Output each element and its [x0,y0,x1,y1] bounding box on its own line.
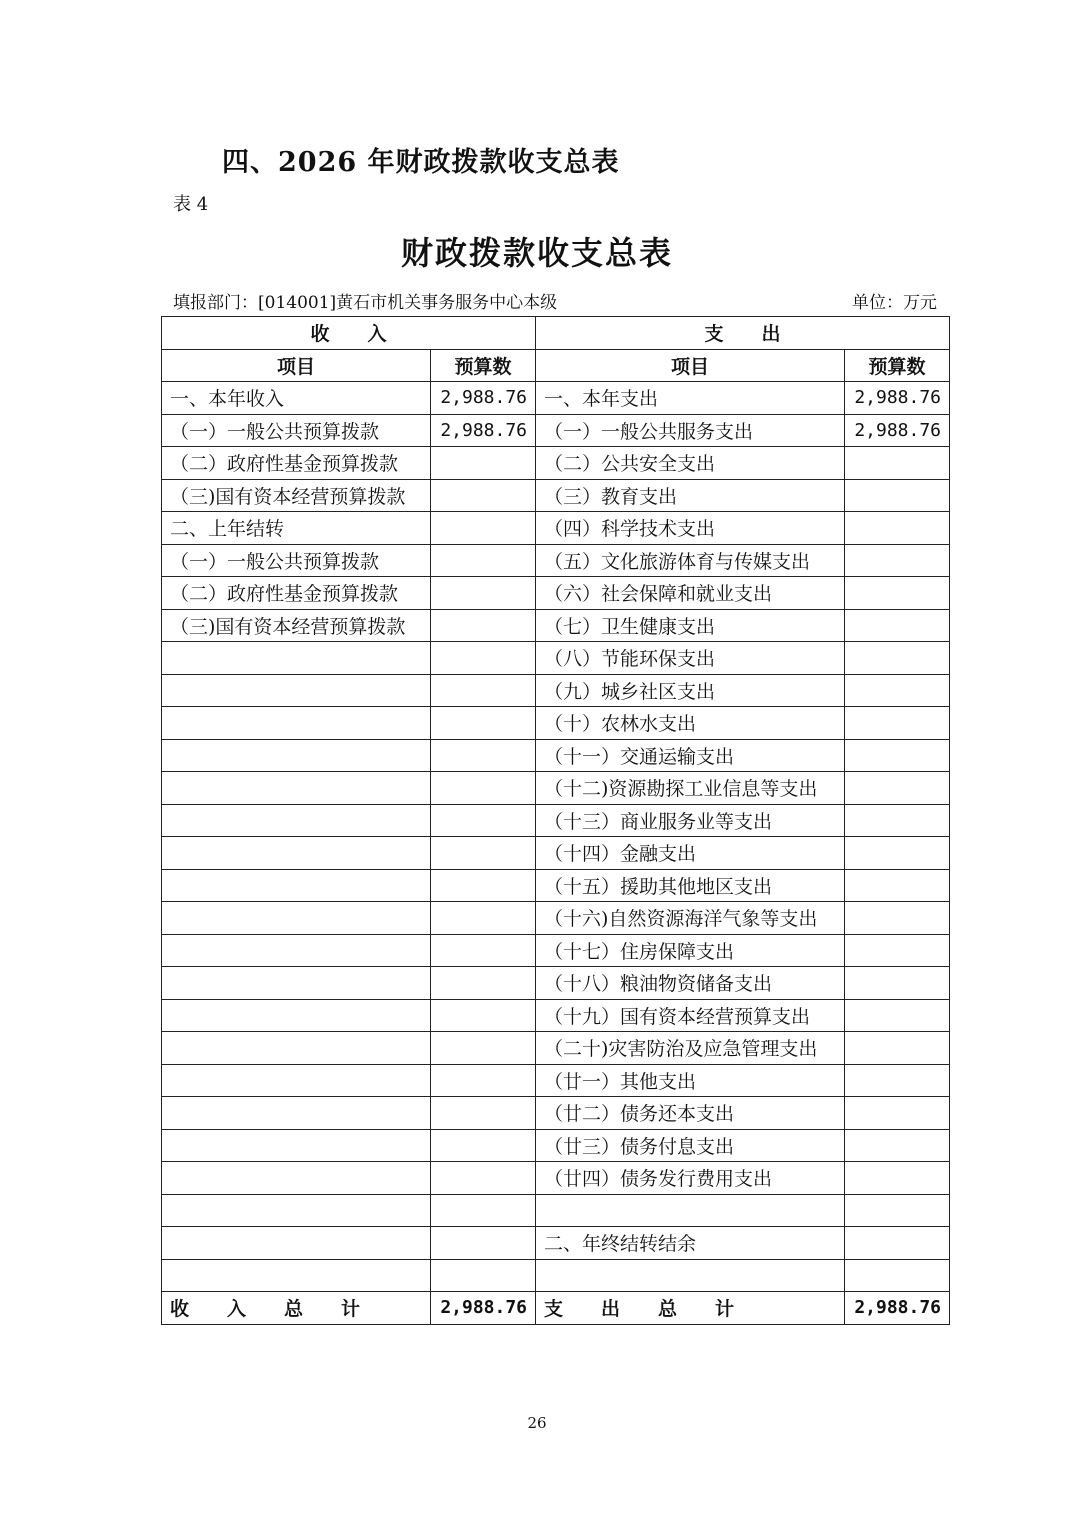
income-budget-cell [431,804,536,837]
expense-total-label: 支 出 总 计 [536,1292,845,1325]
income-budget-cell [431,837,536,870]
expense-budget-cell [845,999,950,1032]
income-budget-cell [431,1032,536,1065]
income-item-cell [162,934,431,967]
income-total-value: 2,988.76 [431,1292,536,1325]
table-row [162,869,950,902]
group-header-row [162,317,950,350]
income-item-cell [162,674,431,707]
table-row [162,1194,950,1227]
income-item-cell [162,804,431,837]
income-budget-cell [431,674,536,707]
income-budget-cell [431,577,536,610]
table-row [162,382,950,415]
table-row [162,1064,950,1097]
table-row [162,609,950,642]
expense-budget-cell [845,609,950,642]
expense-item-cell: （六）社会保障和就业支出 [536,577,845,610]
income-item-cell: （二）政府性基金预算拨款 [162,577,431,610]
expense-budget-cell: 2,988.76 [845,382,950,415]
income-budget-cell [431,967,536,1000]
expense-item-cell [536,1194,845,1227]
income-budget-cell [431,902,536,935]
expense-budget-cell [845,447,950,480]
expense-budget-cell [845,1064,950,1097]
expense-item-cell: （九）城乡社区支出 [536,674,845,707]
income-item-cell [162,707,431,740]
income-budget-cell [431,512,536,545]
income-budget-cell [431,544,536,577]
expense-item-cell: （十四）金融支出 [536,837,845,870]
income-budget-cell [431,1194,536,1227]
expense-item-cell: （四）科学技术支出 [536,512,845,545]
expense-item-cell: （十二)资源勘探工业信息等支出 [536,772,845,805]
column-header-row [162,349,950,382]
table-row [162,674,950,707]
expense-budget-cell [845,577,950,610]
income-budget-cell [431,1259,536,1292]
income-budget-cell [431,447,536,480]
income-item-cell [162,1129,431,1162]
table-body [162,382,950,1292]
income-item-cell [162,1259,431,1292]
income-budget-cell [431,934,536,967]
expense-item-cell: （廿一）其他支出 [536,1064,845,1097]
expense-group-header: 支 出 [536,317,950,350]
income-budget-cell [431,869,536,902]
income-budget-cell [431,707,536,740]
expense-budget-cell [845,674,950,707]
expense-budget-cell [845,772,950,805]
expense-budget-cell [845,739,950,772]
income-item-cell [162,642,431,675]
income-budget-cell [431,739,536,772]
table-row [162,1032,950,1065]
table-row [162,512,950,545]
table-row [162,804,950,837]
income-item-cell [162,967,431,1000]
table-row [162,772,950,805]
expense-budget-cell [845,1129,950,1162]
table-row [162,642,950,675]
section-heading: 四、2026 年财政拨款收支总表 [222,147,620,178]
income-item-cell [162,902,431,935]
income-budget-cell [431,1227,536,1260]
expense-budget-cell [845,1259,950,1292]
table-title: 财政拨款收支总表 [400,234,673,272]
expense-item-cell: （十一）交通运输支出 [536,739,845,772]
income-budget-cell [431,999,536,1032]
income-item-cell [162,999,431,1032]
income-budget-cell [431,1097,536,1130]
expense-item-cell: （二十)灾害防治及应急管理支出 [536,1032,845,1065]
expense-budget-cell [845,479,950,512]
expense-budget-cell [845,707,950,740]
table-row [162,577,950,610]
income-item-cell [162,1032,431,1065]
reporting-department: 填报部门：[014001]黄石市机关事务服务中心本级 [173,293,558,313]
income-budget-cell [431,479,536,512]
table-row [162,479,950,512]
income-item-cell [162,1227,431,1260]
table-row [162,837,950,870]
expense-item-cell: （五）文化旅游体育与传媒支出 [536,544,845,577]
income-item-cell [162,869,431,902]
expense-item-cell: （七）卫生健康支出 [536,609,845,642]
income-item-cell [162,1194,431,1227]
expense-item-cell: （十三）商业服务业等支出 [536,804,845,837]
income-budget-cell [431,1162,536,1195]
unit-label: 单位：万元 [852,293,937,313]
expense-budget-cell [845,1194,950,1227]
budget-table [161,316,950,1325]
table-row [162,414,950,447]
expense-budget-cell [845,544,950,577]
expense-budget-cell: 2,988.76 [845,414,950,447]
table-row [162,544,950,577]
income-item-cell: （一）一般公共预算拨款 [162,414,431,447]
expense-budget-cell [845,642,950,675]
expense-item-cell: （十九）国有资本经营预算支出 [536,999,845,1032]
expense-budget-cell [845,512,950,545]
expense-budget-cell [845,1162,950,1195]
table-row [162,1259,950,1292]
expense-item-cell: （一）一般公共服务支出 [536,414,845,447]
income-budget-cell [431,642,536,675]
expense-item-cell: （十五）援助其他地区支出 [536,869,845,902]
expense-item-cell: （廿四）债务发行费用支出 [536,1162,845,1195]
table-row [162,1162,950,1195]
expense-budget-cell [845,967,950,1000]
expense-item-cell: 一、本年支出 [536,382,845,415]
income-budget-cell [431,1064,536,1097]
expense-budget-cell [845,837,950,870]
expense-total-value: 2,988.76 [845,1292,950,1325]
expense-item-cell: （十六)自然资源海洋气象等支出 [536,902,845,935]
income-item-cell [162,772,431,805]
table-row [162,1227,950,1260]
expense-item-cell: （十七）住房保障支出 [536,934,845,967]
income-budget-cell [431,609,536,642]
expense-budget-cell [845,804,950,837]
table-row [162,1097,950,1130]
income-item-cell [162,837,431,870]
table-row [162,739,950,772]
table-row [162,447,950,480]
expense-budget-header: 预算数 [845,349,950,382]
total-row [162,1292,950,1325]
income-item-cell [162,1064,431,1097]
table-row [162,934,950,967]
table-row [162,902,950,935]
income-item-cell: （三)国有资本经营预算拨款 [162,479,431,512]
expense-budget-cell [845,869,950,902]
income-item-cell: （二）政府性基金预算拨款 [162,447,431,480]
expense-item-cell: 二、年终结转结余 [536,1227,845,1260]
expense-budget-cell [845,902,950,935]
income-group-header: 收 入 [162,317,536,350]
income-item-cell [162,1097,431,1130]
income-item-cell [162,1162,431,1195]
income-budget-cell: 2,988.76 [431,382,536,415]
expense-item-cell: （十八）粮油物资储备支出 [536,967,845,1000]
table-row [162,1129,950,1162]
expense-item-cell: （廿二）债务还本支出 [536,1097,845,1130]
income-budget-cell: 2,988.76 [431,414,536,447]
expense-budget-cell [845,1097,950,1130]
income-budget-cell [431,1129,536,1162]
expense-item-cell: （廿三）债务付息支出 [536,1129,845,1162]
income-item-cell: 一、本年收入 [162,382,431,415]
expense-item-cell [536,1259,845,1292]
expense-item-cell: （十）农林水支出 [536,707,845,740]
table-row [162,967,950,1000]
expense-item-header: 项目 [536,349,845,382]
table-row [162,707,950,740]
income-budget-header: 预算数 [431,349,536,382]
table-number: 表 4 [173,194,209,215]
income-item-cell: 二、上年结转 [162,512,431,545]
expense-budget-cell [845,1227,950,1260]
income-budget-cell [431,772,536,805]
income-total-label: 收 入 总 计 [162,1292,431,1325]
income-item-cell [162,739,431,772]
expense-item-cell: （二）公共安全支出 [536,447,845,480]
income-item-header: 项目 [162,349,431,382]
expense-item-cell: （三）教育支出 [536,479,845,512]
expense-budget-cell [845,1032,950,1065]
income-item-cell: （一）一般公共预算拨款 [162,544,431,577]
page-number: 26 [527,1414,547,1432]
expense-budget-cell [845,934,950,967]
table-row [162,999,950,1032]
expense-item-cell: （八）节能环保支出 [536,642,845,675]
income-item-cell: （三)国有资本经营预算拨款 [162,609,431,642]
